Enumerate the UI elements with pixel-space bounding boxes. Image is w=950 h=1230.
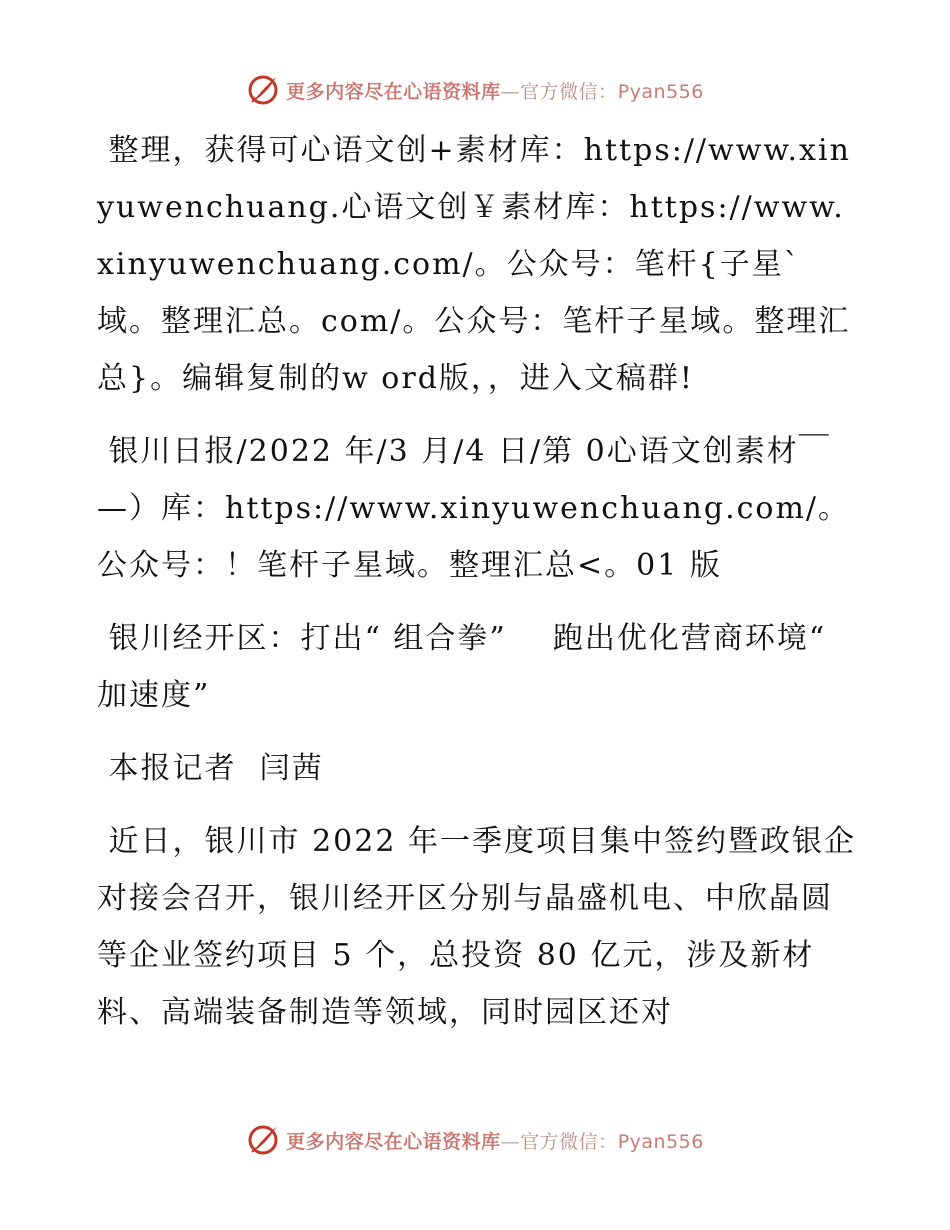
paragraph-byline: 本报记者 闫茜 bbox=[97, 751, 324, 786]
header-dash: — bbox=[500, 80, 521, 103]
footer-banner-text bbox=[286, 1127, 704, 1154]
brand-logo-icon bbox=[246, 73, 280, 107]
footer-wechat-label: 官方微信： bbox=[520, 1130, 618, 1153]
footer-wechat-id: Pyan556 bbox=[617, 1130, 704, 1153]
header-banner bbox=[0, 70, 950, 110]
paragraph-source: 银川日报/2022 年/3 月/4 日/第 0心语文创素材￣—）库：https://www.xinyuwenchuang.com/。公众号：！笔杆子星域。整理汇总<。01 版 bbox=[97, 434, 851, 583]
header-banner-text bbox=[286, 77, 704, 104]
document-body bbox=[97, 122, 857, 1057]
footer-slogan: 更多内容尽在心语资料库 bbox=[286, 1130, 501, 1153]
brand-logo-icon bbox=[246, 1123, 280, 1157]
paragraph-intro: 整理，获得可心语文创+素材库：https://www.xinyuwenchuang.心语文创￥素材库：https://www.xinyuwenchuang.com/。公众号：笔杆{子星`域。整理汇总。com/。公众号：笔杆子星域。整理汇总}。编辑复制的w ord版，，进入文稿群! bbox=[97, 133, 851, 396]
paragraph-lead: 近日，银川市 2022 年一季度项目集中签约暨政银企对接会召开，银川经开区分别与晶盛机电、中欣晶圆等企业签约项目 5 个，总投资 80 亿元，涉及新材料、高端装备制造等领域，同时园区还对 bbox=[97, 824, 856, 1030]
paragraph-headline: 银川经开区：打出“ 组合拳” 跑出优化营商环境“ 加速度” bbox=[97, 621, 838, 713]
footer-dash: — bbox=[500, 1130, 521, 1153]
header-wechat-id: Pyan556 bbox=[617, 80, 704, 103]
header-slogan: 更多内容尽在心语资料库 bbox=[286, 80, 501, 103]
header-wechat-label: 官方微信： bbox=[520, 80, 618, 103]
footer-banner bbox=[0, 1120, 950, 1160]
